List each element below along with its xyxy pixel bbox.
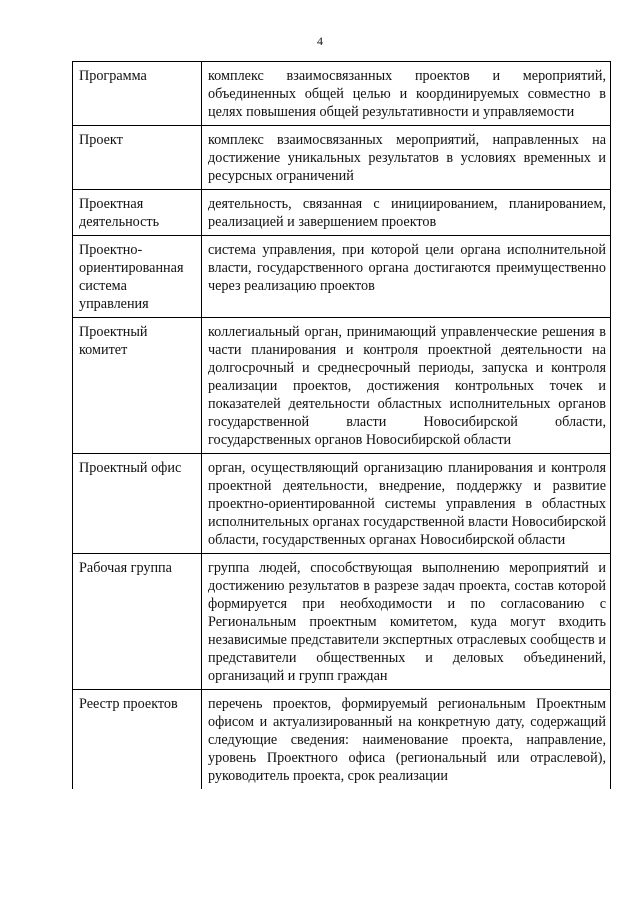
glossary-table (72, 61, 611, 789)
term-cell: Рабочая группа (73, 554, 202, 690)
term-cell: Проект (73, 126, 202, 190)
definition-cell: орган, осуществляющий организацию планирования и контроля проектной деятельности, внедрение, поддержку и развитие проектно-ориентированной системы управления в областных исполнительных органах государственной власти Новосибирской области, государственных органах Новосибирской области (202, 454, 611, 554)
term-cell: Проектный комитет (73, 318, 202, 454)
page-number: 4 (317, 34, 323, 48)
table-row (73, 126, 611, 190)
term-cell: Проектно-ориентированная система управления (73, 236, 202, 318)
table-row (73, 236, 611, 318)
definition-cell: деятельность, связанная с инициированием, планированием, реализацией и завершением проектов (202, 190, 611, 236)
table-row (73, 62, 611, 126)
definition-cell: комплекс взаимосвязанных проектов и мероприятий, объединенных общей целью и координируемых совместно в целях повышения общей результативности и управляемости (202, 62, 611, 126)
table-row (73, 454, 611, 554)
definition-cell: система управления, при которой цели органа исполнительной власти, государственного органа достигаются преимущественно через реализацию проектов (202, 236, 611, 318)
table-row (73, 690, 611, 790)
table-row (73, 318, 611, 454)
definition-cell: комплекс взаимосвязанных мероприятий, направленных на достижение уникальных результатов в условиях временных и ресурсных ограничений (202, 126, 611, 190)
term-cell: Реестр проектов (73, 690, 202, 790)
definition-cell: группа людей, способствующая выполнению мероприятий и достижению результатов в разрезе задач проекта, состав которой формируется при необходимости и по согласованию с Региональным проектным комитетом, куда могут входить независимые представители экспертных отраслевых сообществ и представители общественных и деловых объединений, организаций и групп граждан (202, 554, 611, 690)
definition-cell: коллегиальный орган, принимающий управленческие решения в части планирования и контроля проектной деятельности на долгосрочный и среднесрочный периоды, запуска и контроля реализации проектов, достижения контрольных точек и показателей деятельности областных исполнительных органов государственной власти Новосибирской области, государственных органов Новосибирской области (202, 318, 611, 454)
term-cell: Программа (73, 62, 202, 126)
definition-cell: перечень проектов, формируемый региональным Проектным офисом и актуализированный на конкретную дату, содержащий следующие сведения: наименование проекта, направление, уровень Проектного офиса (региональный или отраслевой), руководитель проекта, срок реализации (202, 690, 611, 790)
term-cell: Проектный офис (73, 454, 202, 554)
table-row (73, 190, 611, 236)
term-cell: Проектная деятельность (73, 190, 202, 236)
table-row (73, 554, 611, 690)
